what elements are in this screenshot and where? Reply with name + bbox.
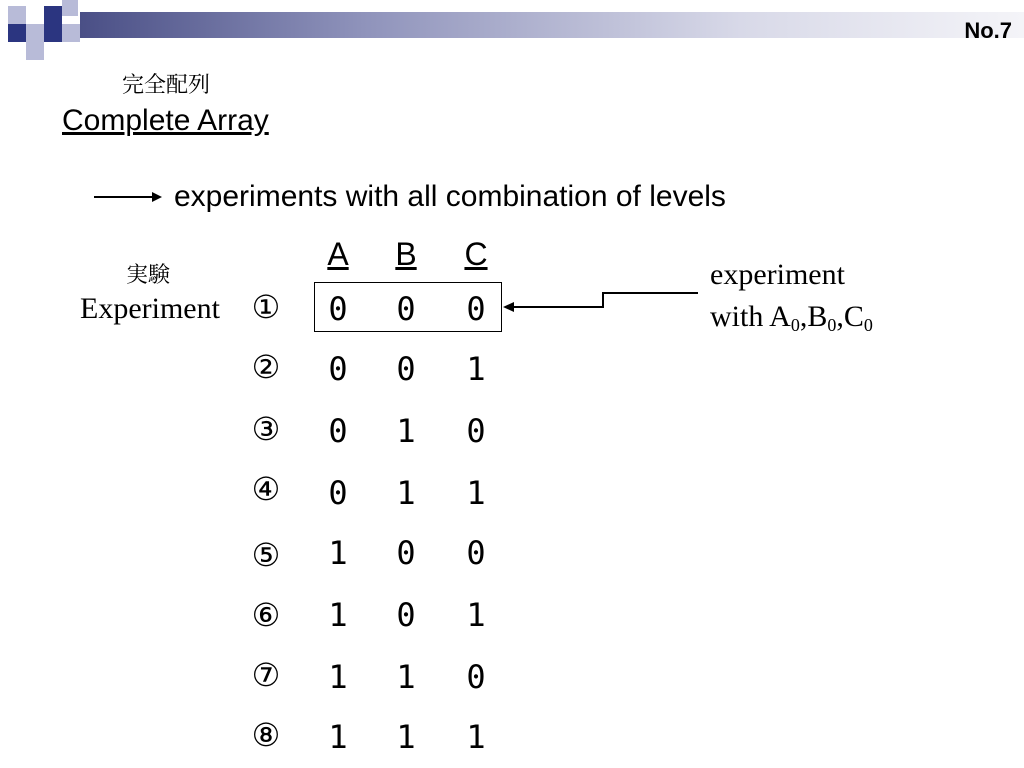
cell-a: 0 xyxy=(328,474,348,512)
arrow-line xyxy=(94,196,154,198)
row-number: ② xyxy=(251,348,281,386)
header-gradient-band xyxy=(80,12,1024,38)
annotation-line-2 xyxy=(710,302,873,334)
deco-square xyxy=(62,0,78,16)
deco-square xyxy=(26,24,44,42)
cell-a: 1 xyxy=(328,596,348,634)
callout-line xyxy=(602,292,698,294)
subscript: 0 xyxy=(863,315,873,335)
annotation-text: ,B xyxy=(799,300,828,333)
cell-a: 0 xyxy=(328,290,348,328)
row-number: ⑦ xyxy=(251,656,281,694)
deco-square xyxy=(8,6,26,24)
cell-c: 1 xyxy=(466,596,486,634)
deco-square xyxy=(26,42,44,60)
annotation-text: with A xyxy=(710,300,791,333)
cell-c: 1 xyxy=(466,474,486,512)
cell-c: 1 xyxy=(466,718,486,756)
cell-b: 1 xyxy=(396,658,416,696)
title-english: Complete Array xyxy=(62,104,269,137)
cell-b: 0 xyxy=(396,596,416,634)
cell-b: 1 xyxy=(396,412,416,450)
row-number: ⑧ xyxy=(251,716,281,754)
cell-c: 0 xyxy=(466,290,486,328)
callout-line xyxy=(602,292,604,307)
deco-square xyxy=(44,6,62,24)
cell-b: 1 xyxy=(396,718,416,756)
cell-a: 0 xyxy=(328,412,348,450)
cell-b: 0 xyxy=(396,350,416,388)
title-japanese: 完全配列 xyxy=(122,73,211,98)
subscript: 0 xyxy=(827,315,837,335)
column-header-b: B xyxy=(395,236,417,272)
deco-square xyxy=(8,24,26,42)
row-number: ⑥ xyxy=(251,596,281,634)
cell-c: 0 xyxy=(466,412,486,450)
annotation-line-1: experiment xyxy=(710,258,845,291)
row-number: ⑤ xyxy=(251,536,281,574)
subscript: 0 xyxy=(790,315,800,335)
cell-a: 0 xyxy=(328,350,348,388)
column-header-a: A xyxy=(327,236,349,272)
cell-a: 1 xyxy=(328,534,348,572)
callout-line xyxy=(512,306,604,308)
cell-c: 1 xyxy=(466,350,486,388)
column-header-c: C xyxy=(464,236,488,272)
row-number: ③ xyxy=(251,410,281,448)
cell-a: 1 xyxy=(328,658,348,696)
row-label-japanese: 実験 xyxy=(126,263,171,288)
deco-square xyxy=(44,42,62,60)
cell-c: 0 xyxy=(466,534,486,572)
cell-c: 0 xyxy=(466,658,486,696)
row-number: ④ xyxy=(251,470,281,508)
arrow-right-icon xyxy=(152,192,162,202)
deco-square xyxy=(62,24,80,42)
cell-a: 1 xyxy=(328,718,348,756)
cell-b: 0 xyxy=(396,290,416,328)
arrow-left-icon xyxy=(503,302,514,312)
cell-b: 1 xyxy=(396,474,416,512)
row-label: Experiment xyxy=(80,292,220,325)
cell-b: 0 xyxy=(396,534,416,572)
annotation-text: ,C xyxy=(836,300,864,333)
slide-number: No.7 xyxy=(964,18,1012,43)
description-text: experiments with all combination of levels xyxy=(174,180,726,213)
deco-square xyxy=(44,24,62,42)
row-number: ① xyxy=(251,288,281,326)
deco-square xyxy=(26,6,44,24)
